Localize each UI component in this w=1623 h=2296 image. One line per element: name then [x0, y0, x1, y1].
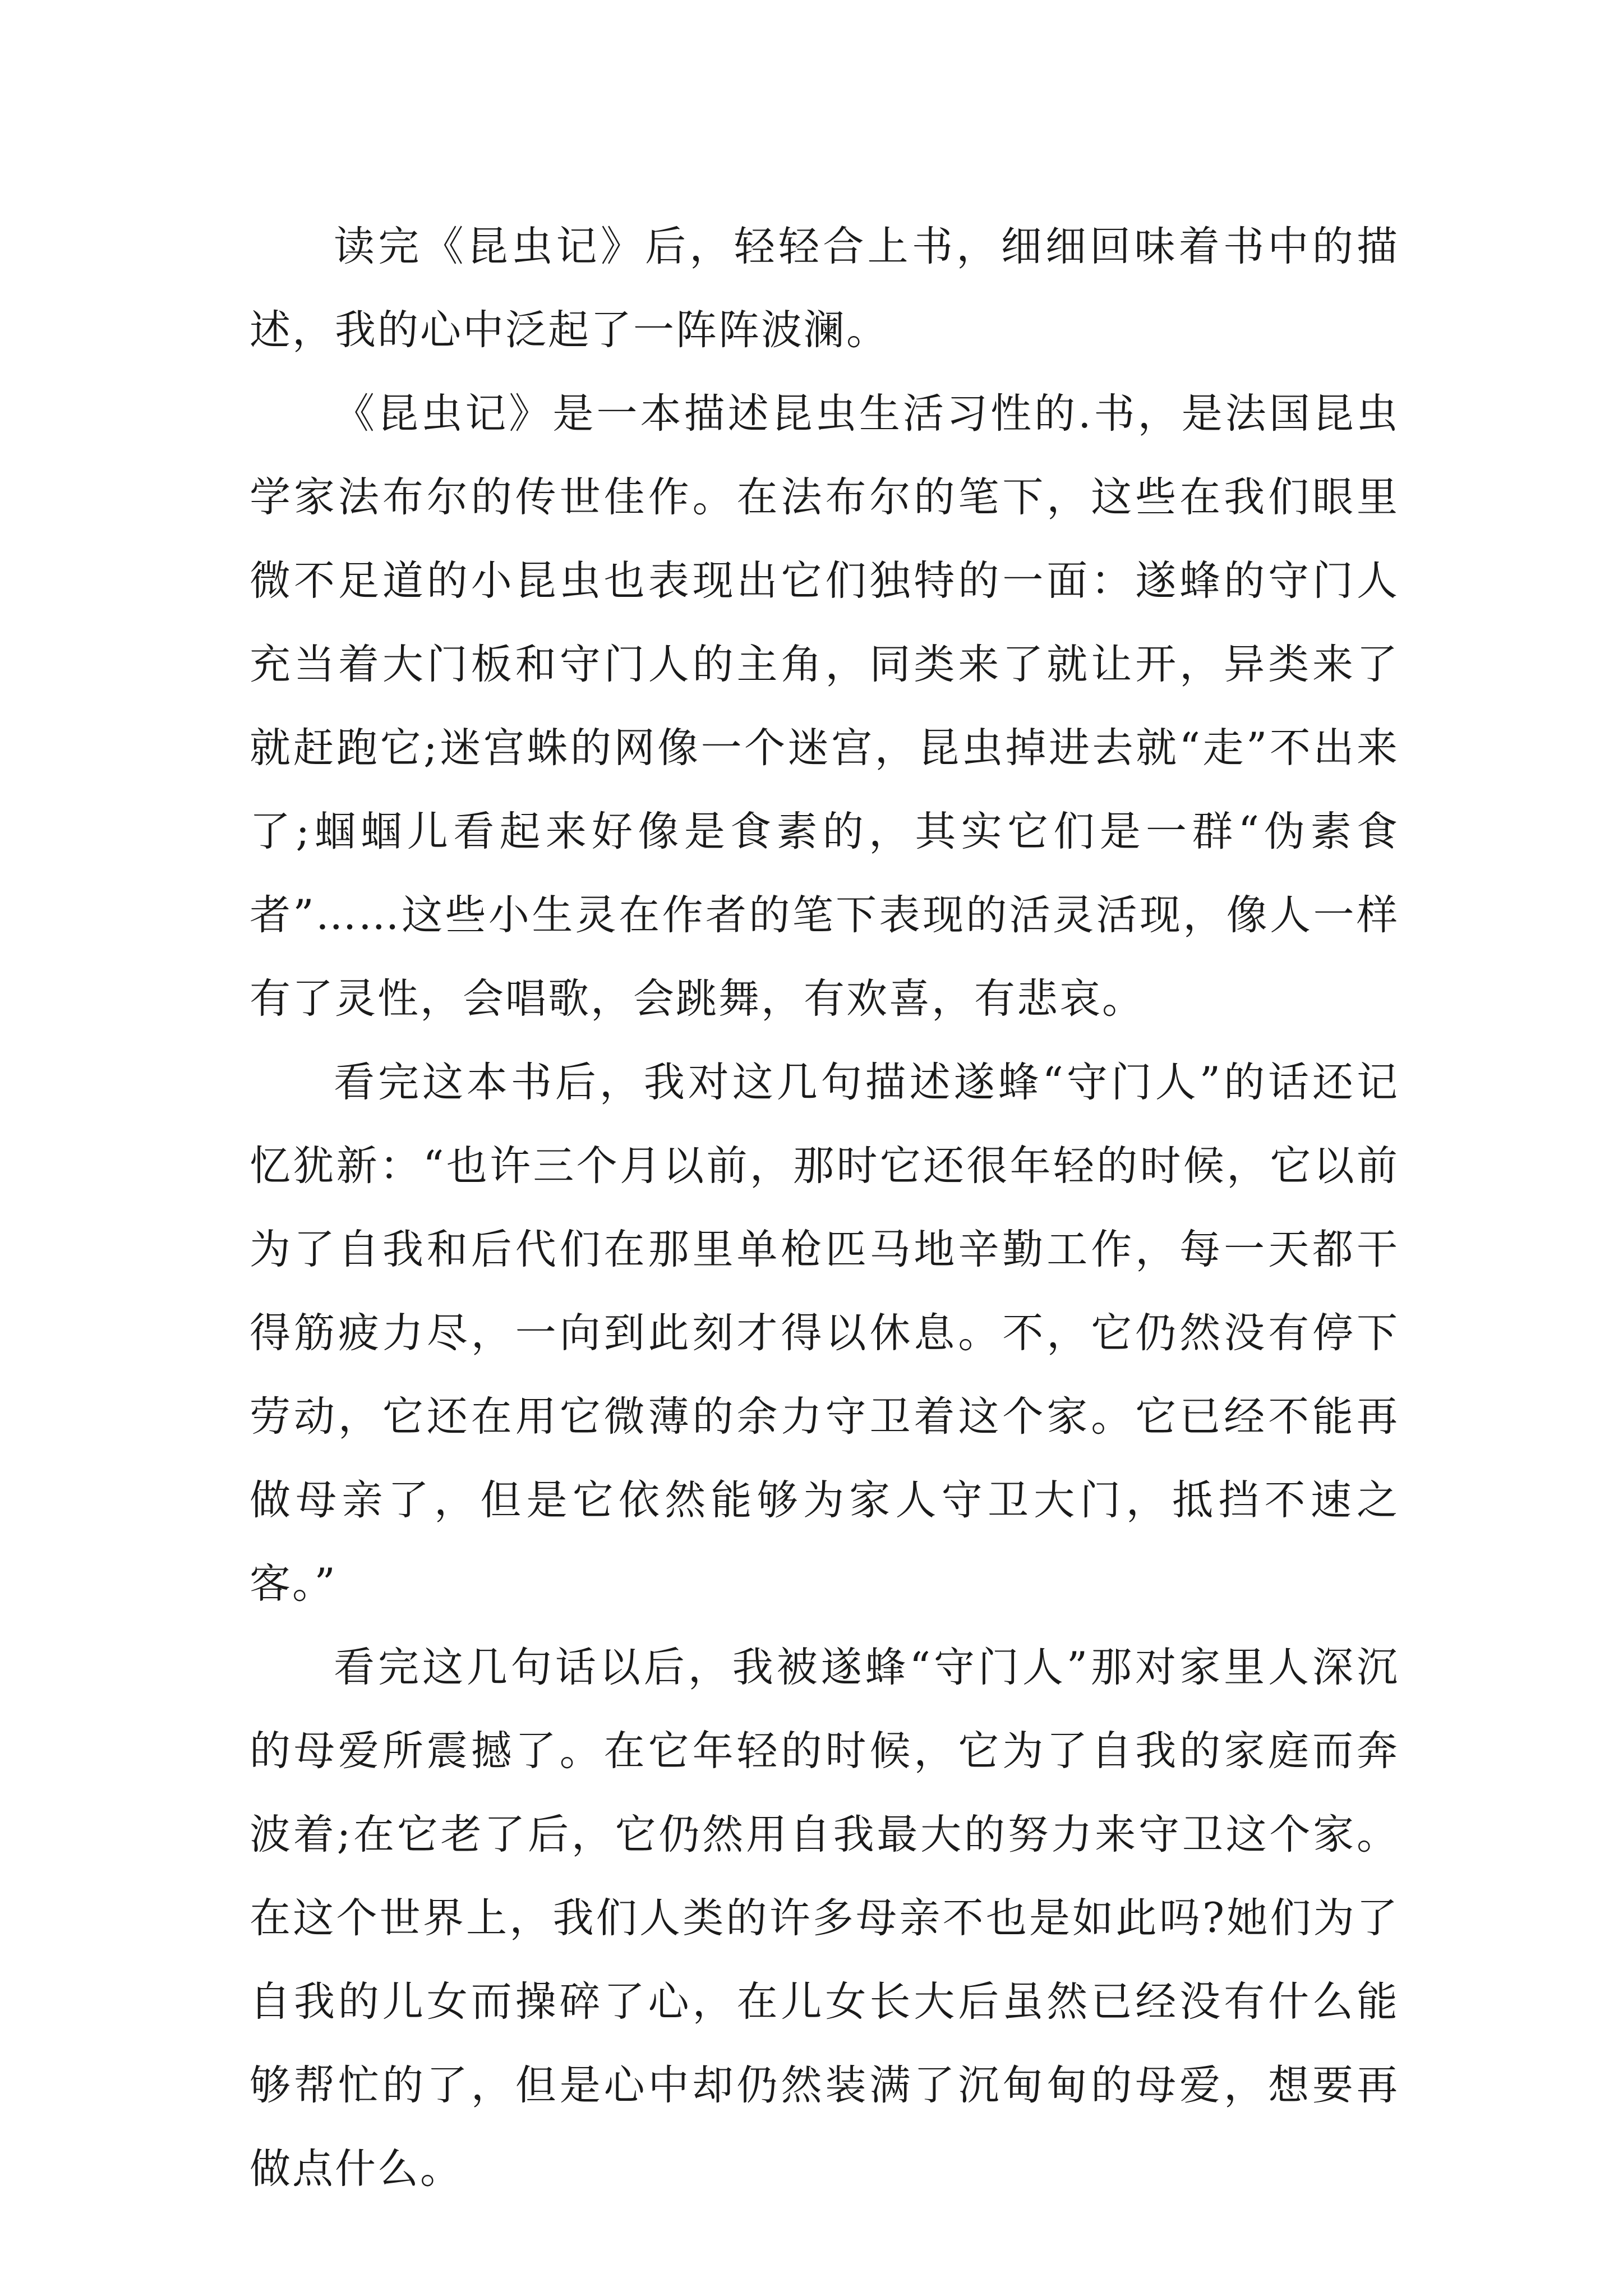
document-body: [250, 205, 1399, 2211]
paragraph-4: 看完这几句话以后，我被遂蜂“守门人”那对家里人深沉的母爱所震撼了。在它年轻的时候，它为了自我的家庭而奔波着;在它老了后，它仍然用自我最大的努力来守卫这个家。在这个世界上，我们人类的许多母亲不也是如此吗?她们为了自我的儿女而操碎了心，在儿女长大后虽然已经没有什么能够帮忙的了，但是心中却仍然装满了沉甸甸的母爱，想要再做点什么。: [250, 1644, 1399, 2193]
paragraph-2: 《昆虫记》是一本描述昆虫生活习性的.书，是法国昆虫学家法布尔的传世佳作。在法布尔的笔下，这些在我们眼里微不足道的小昆虫也表现出它们独特的一面：遂蜂的守门人充当着大门板和守门人的主角，同类来了就让开，异类来了就赶跑它;迷宫蛛的网像一个迷宫，昆虫掉进去就“走”不出来了;蝈蝈儿看起来好像是食素的，其实它们是一群“伪素食者”……这些小生灵在作者的笔下表现的活灵活现，像人一样有了灵性，会唱歌，会跳舞，有欢喜，有悲哀。: [250, 390, 1399, 1023]
paragraph-1: 读完《昆虫记》后，轻轻合上书，细细回味着书中的描述，我的心中泛起了一阵阵波澜。: [250, 223, 1399, 354]
paragraph-3: 看完这本书后，我对这几句描述遂蜂“守门人”的话还记忆犹新：“也许三个月以前，那时它还很年轻的时候，它以前为了自我和后代们在那里单枪匹马地辛勤工作，每一天都干得筋疲力尽，一向到此刻才得以休息。不，它仍然没有停下劳动，它还在用它微薄的余力守卫着这个家。它已经不能再做母亲了，但是它依然能够为家人守卫大门，抵挡不速之客。”: [250, 1059, 1399, 1608]
